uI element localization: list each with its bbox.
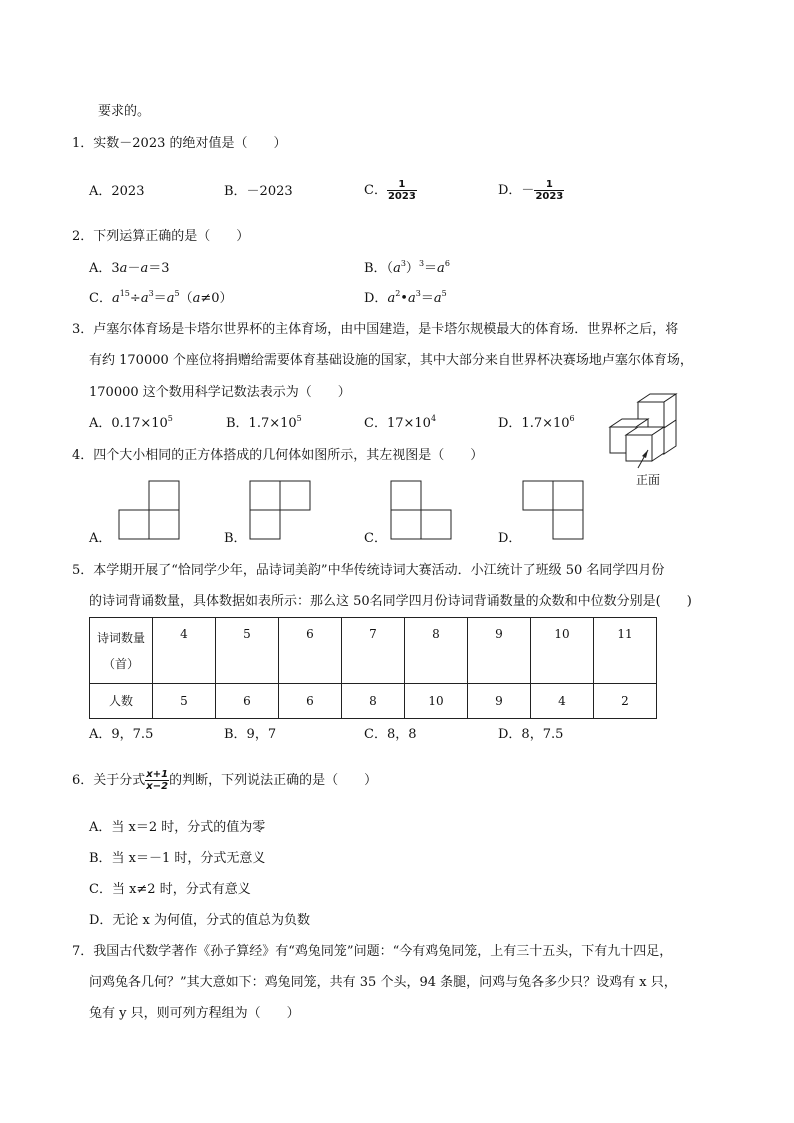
q2-option-c: C．$a^{15}\div a^3=a^5(a\ne 0)$ [89,289,233,306]
q2-option-d: D．$a^2•a^3=a^5$ [364,289,447,306]
q6-stem: 6．关于分式 $\frac{x+1}{x-2}$ 的判断，下列说法正确的是（ ） [72,769,378,792]
table-cell: 6 [279,618,342,684]
table-header-cell: 人数 [90,684,153,719]
q4-option-d-label: D． [498,531,522,546]
table-cell: 11 [594,618,657,684]
q5-option-d: D．8，7.5 [498,727,564,742]
table-header-cell: 诗词数量 （首） [90,618,153,684]
table-cell: 5 [153,684,216,719]
q3-option-d: D．$1.7\times 10^6$ [498,414,575,431]
front-cube-front-face [626,435,652,461]
q3-line1: 3．卢塞尔体育场是卡塔尔世界杯的主体育场，由中国建造，是卡塔尔规模最大的体育场．世界杯之后，将 [72,322,679,337]
table-cell: 6 [216,684,279,719]
table-cell: 2 [594,684,657,719]
q1-option-a: A．2023 [89,184,145,199]
q1-c-fraction: $\frac{1}{2023}$ [387,179,416,202]
q4-option-a-label: A． [89,531,112,546]
q3-option-a: A．$0.17\times 10^5$ [89,414,173,431]
q3-line3: 170000 这个数用科学记数法表示为（ ） [89,385,351,400]
table-row [90,684,657,719]
q5-line2: 的诗词背诵数量，具体数据如表所示：那么这 50名同学四月份诗词背诵数量的众数和中位数分别是( ) [89,594,692,609]
q1-option-d: D．－ $\frac{1}{2023}$ [498,179,564,202]
q6-option-d: D．无论 x 为何值，分式的值总为负数 [89,913,311,928]
q4-option-d-figure [522,480,584,540]
q3-line2: 有约 170000 个座位将捐赠给需要体育基础设施的国家，其中大部分来自世界杯决赛场地卢塞尔体育场， [89,353,693,368]
table-cell: 9 [468,618,531,684]
table-cell: 10 [405,684,468,719]
poem-count-table [89,617,657,719]
table-cell: 4 [153,618,216,684]
table-cell: 6 [279,684,342,719]
table-cell: 8 [342,684,405,719]
q3-option-c: C．$17\times 10^4$ [364,414,437,431]
table-cell: 4 [531,684,594,719]
table-cell: 7 [342,618,405,684]
q2-option-a: A．3a－a＝3 [89,261,170,276]
q5-option-c: C．8，8 [364,727,417,742]
table-cell: 10 [531,618,594,684]
q6-fraction: $\frac{x+1}{x-2}$ [146,769,169,792]
q4-option-c-label: C． [364,531,387,546]
q1-d-fraction: $\frac{1}{2023}$ [535,179,564,202]
q4-option-a-figure [118,480,180,540]
q2-stem: 2．下列运算正确的是（ ） [72,229,250,244]
q5-line1: 5．本学期开展了“恰同学少年，品诗词美韵”中华传统诗词大赛活动．小江统计了班级 50 名同学四月份 [72,563,665,578]
q1-option-c: C． $\frac{1}{2023}$ [364,179,416,202]
q6-option-a: A．当 x＝2 时，分式的值为零 [89,820,266,835]
q5-option-a: A．9，7.5 [89,727,154,742]
table-row [90,618,657,684]
q1-option-b: B．－2023 [224,184,293,199]
front-label: 正面 [636,473,661,487]
q6-option-c: C．当 x≠2 时，分式有意义 [89,882,251,897]
table-cell: 8 [405,618,468,684]
q4-option-c-figure [390,480,452,540]
q6-option-b: B．当 x＝－1 时，分式无意义 [89,851,266,866]
q4-option-b-label: B． [224,531,247,546]
q7-line2: 问鸡兔各几何？”其大意如下：鸡兔同笼，共有 35 个头，94 条腿，问鸡与兔各多少只？设鸡有 x 只， [89,975,677,990]
q5-option-b: B．9，7 [224,727,277,742]
q7-line3: 兔有 y 只，则可列方程组为（ ） [89,1006,300,1021]
table-cell: 5 [216,618,279,684]
q2-option-b: B．$(a^3)^3=a^6$ [364,259,450,276]
continued-text: 要求的。 [98,104,151,119]
table-cell: 9 [468,684,531,719]
q7-line1: 7．我国古代数学著作《孙子算经》有“鸡兔同笼”问题：“今有鸡兔同笼，上有三十五头，下有九十四足， [72,944,673,959]
q1-stem: 1．实数－2023 的绝对值是（ ） [72,136,287,151]
q4-option-b-figure [249,480,311,540]
q4-stem: 4．四个大小相同的正方体搭成的几何体如图所示，其左视图是（ ） [72,448,484,463]
q3-option-b: B．$1.7\times 10^5$ [226,414,302,431]
